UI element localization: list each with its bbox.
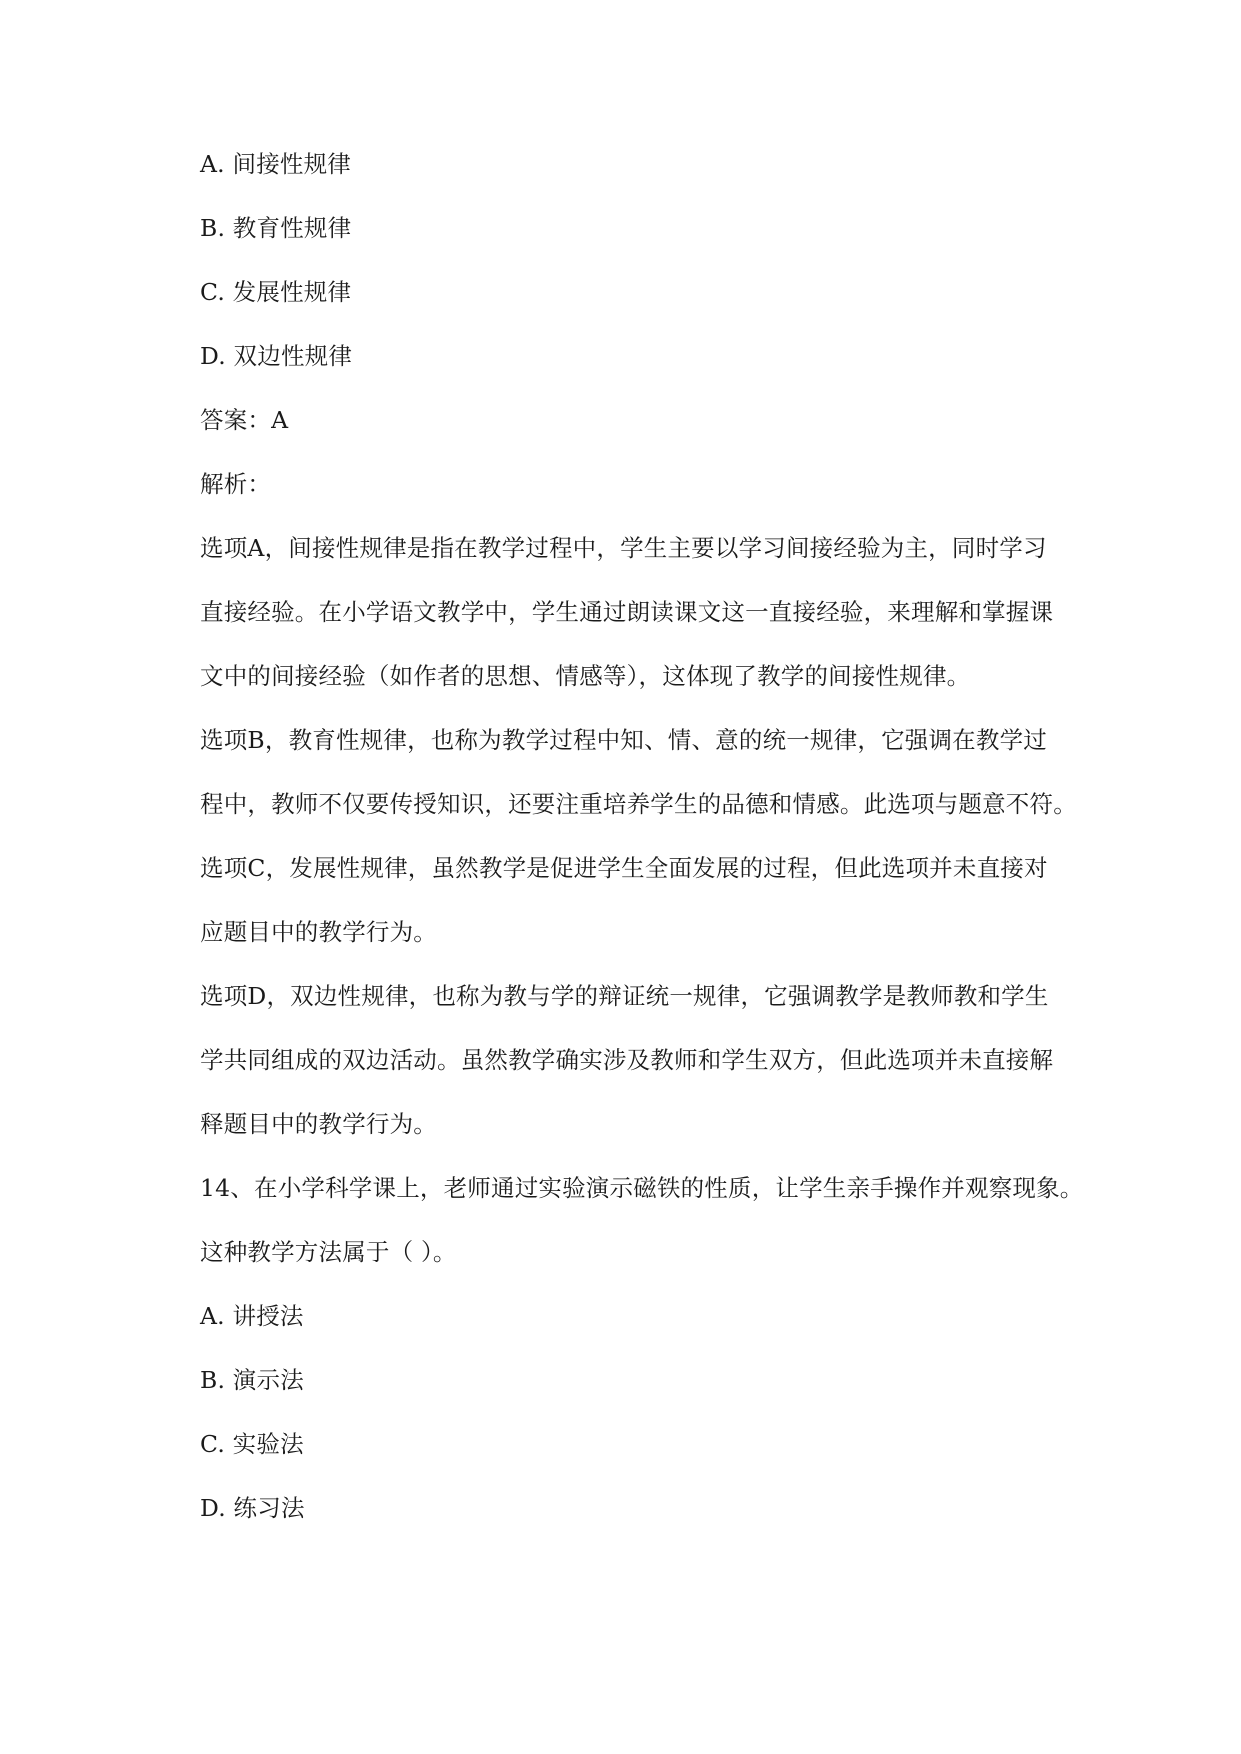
- q13-analysis-line: 选项B，教育性规律，也称为教学过程中知、情、意的统一规律，它强调在教学过: [200, 726, 1047, 754]
- q13-analysis-line: 应题目中的教学行为。: [200, 918, 437, 946]
- q13-analysis-line: 学共同组成的双边活动。虽然教学确实涉及教师和学生双方，但此选项并未直接解: [200, 1046, 1054, 1074]
- q13-analysis-line: 程中，教师不仅要传授知识，还要注重培养学生的品德和情感。此选项与题意不符。: [200, 790, 1077, 818]
- q14-option-a: A. 讲授法: [200, 1302, 304, 1330]
- q13-analysis-line: 释题目中的教学行为。: [200, 1110, 437, 1138]
- q13-analysis-line: 直接经验。在小学语文教学中，学生通过朗读课文这一直接经验，来理解和掌握课: [200, 598, 1054, 626]
- q13-analysis-line: 文中的间接经验（如作者的思想、情感等），这体现了教学的间接性规律。: [200, 662, 971, 690]
- q13-option-c: C. 发展性规律: [200, 278, 352, 306]
- q13-option-d: D. 双边性规律: [200, 342, 353, 370]
- q14-option-d: D. 练习法: [200, 1494, 305, 1522]
- q13-analysis-line: 选项D，双边性规律，也称为教与学的辩证统一规律，它强调教学是教师教和学生: [200, 982, 1049, 1010]
- q14-option-b: B. 演示法: [200, 1366, 304, 1394]
- q14-stem-line: 14、在小学科学课上，老师通过实验演示磁铁的性质，让学生亲手操作并观察现象。: [200, 1174, 1084, 1202]
- q13-option-b: B. 教育性规律: [200, 214, 352, 242]
- q13-option-a: A. 间接性规律: [200, 150, 352, 178]
- q13-analysis-label: 解析：: [200, 470, 272, 498]
- q14-option-c: C. 实验法: [200, 1430, 304, 1458]
- q14-stem-line: 这种教学方法属于（ ）。: [200, 1238, 457, 1266]
- q13-analysis-line: 选项A，间接性规律是指在教学过程中，学生主要以学习间接经验为主，同时学习: [200, 534, 1047, 562]
- q13-answer: 答案：A: [200, 406, 289, 434]
- q13-analysis-line: 选项C，发展性规律，虽然教学是促进学生全面发展的过程，但此选项并未直接对: [200, 854, 1048, 882]
